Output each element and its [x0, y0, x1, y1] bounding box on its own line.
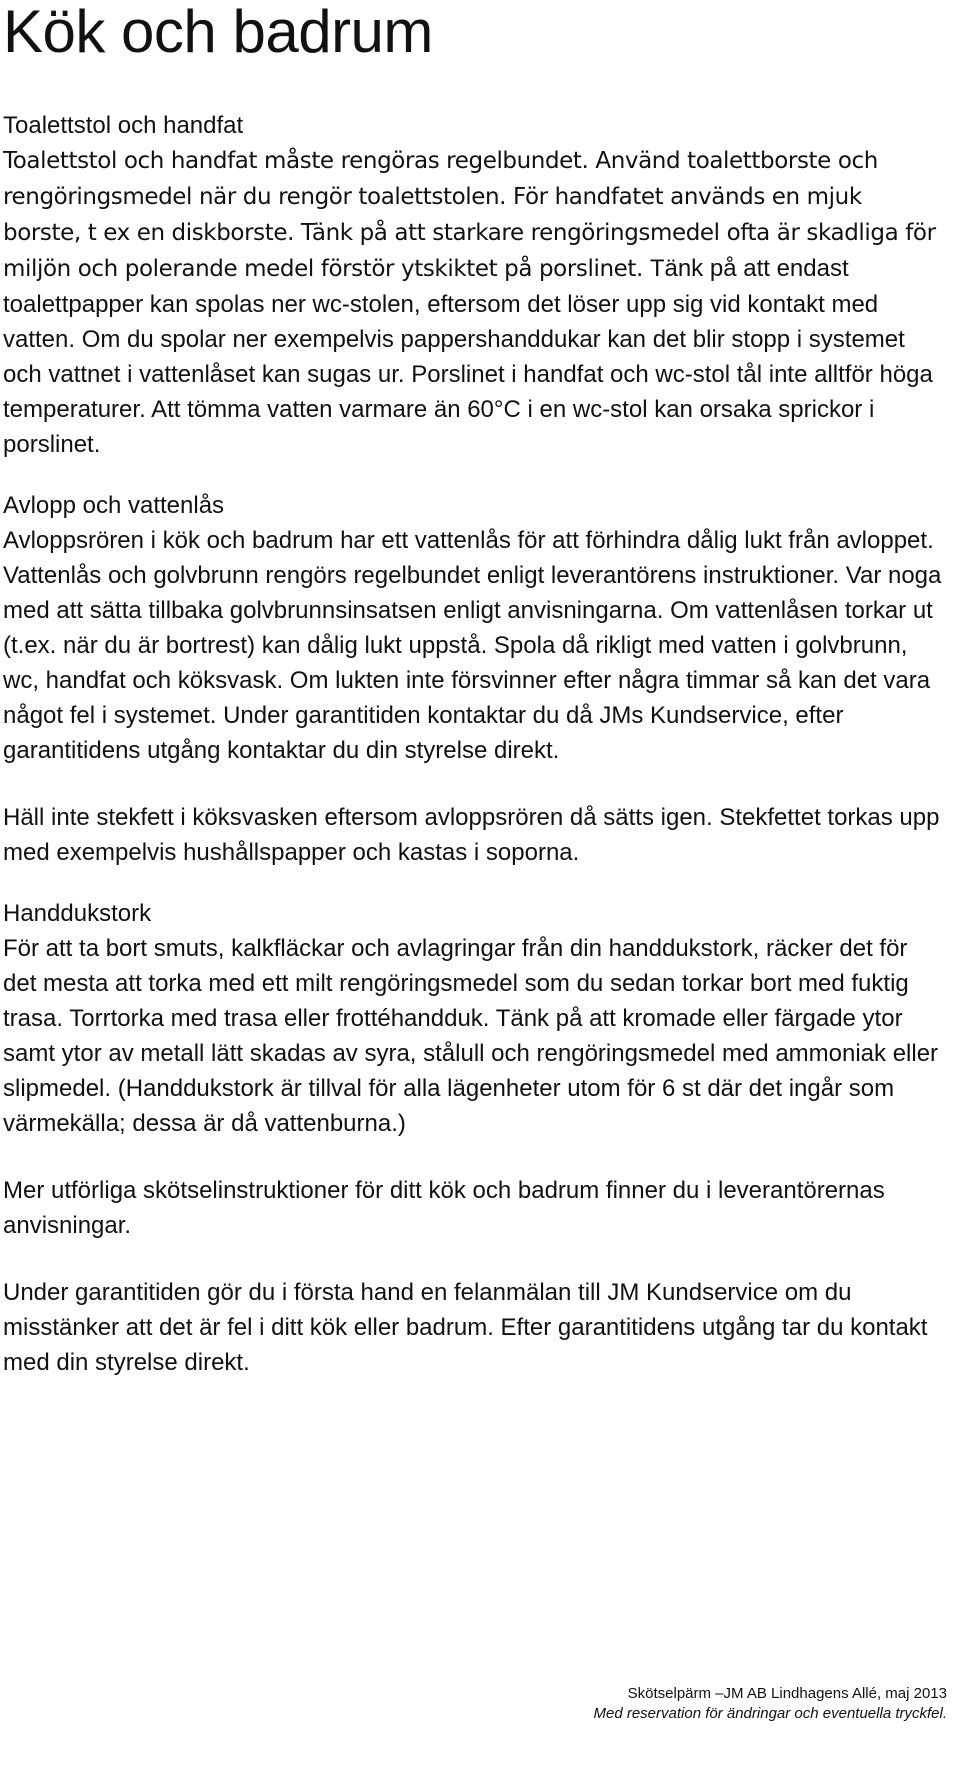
section-garanti — [3, 1275, 943, 1380]
paragraph-text: Tänk på att endast toalettpapper kan spolas ner wc-stolen, eftersom det löser upp sig vid kontakt med vatten. Om du spolar ner exempelvis pappershanddukar kan det blir stopp i systemet och vattnet i vattenlåset kan sugas ur. Porslinet i handfat och wc-stol tål inte alltför höga temperaturer. Att tömma vatten varmare än 60°C i en wc-stol kan orsaka sprickor i porslinet. — [3, 255, 933, 458]
section-paragraph: Mer utförliga skötselinstruktioner för ditt kök och badrum finner du i leverantörernas anvisningar. — [3, 1177, 885, 1239]
section-handdukstork — [3, 897, 943, 1141]
section-skotselinstruktioner — [3, 1173, 943, 1243]
section-paragraph: För att ta bort smuts, kalkfläckar och avlagringar från din handdukstork, räcker det för det mesta att torka med ett milt rengöringsmedel som du sedan torkar bort med fuktig trasa. Torrtorka med trasa eller frottéhandduk. Tänk på att kromade eller färgade ytor samt ytor av metall lätt skadas av syra, stålull och rengöringsmedel med ammoniak eller slipmedel. (Handdukstork är tillval för alla lägenheter utom för 6 st där det ingår som värmekälla; dessa är då vattenburna.) — [3, 935, 939, 1137]
section-heading: Toalettstol och handfat — [3, 112, 244, 139]
footer-source: Skötselpärm –JM AB Lindhagens Allé, maj 2013 — [627, 1685, 947, 1702]
section-heading: Avlopp och vattenlås — [3, 492, 225, 519]
section-avlopp-vattenlas — [3, 489, 943, 768]
footer-disclaimer: Med reservation för ändringar och eventuella tryckfel. — [593, 1705, 947, 1722]
section-paragraph: Avloppsrören i kök och badrum har ett vattenlås för att förhindra dålig lukt från avloppet. Vattenlås och golvbrunn rengörs regelbundet enligt leverantörens instruktioner. Var noga med att sätta tillbaka golvbrunnsinsatsen enligt anvisningarna. Om vattenlåsen torkar ut (t.ex. när du är bortrest) kan dålig lukt uppstå. Spola då rikligt med vatten i golvbrunn, wc, handfat och köksvask. Om lukten inte försvinner efter några timmar så kan det vara något fel i systemet. Under garantitiden kontaktar du då JMs Kundservice, efter garantitidens utgång kontaktar du din styrelse direkt. — [3, 527, 942, 764]
paragraph-lead-text: Toalettstol och handfat måste rengöras regelbundet. Använd toalettborste och rengöringsmedel när du rengör toalettstolen. För handfatet används en mjuk borste, t ex en diskborste. Tänk på att starkare rengöringsmedel ofta är skadliga för miljön och polerande medel förstör ytskiktet på porslinet. — [3, 148, 936, 282]
section-paragraph: Häll inte stekfett i köksvasken eftersom avloppsrören då sätts igen. Stekfettet torkas upp med exempelvis hushållspapper och kastas i soporna. — [3, 804, 940, 866]
section-stekfett — [3, 800, 943, 870]
document-body — [3, 109, 943, 1380]
page-title: Kök och badrum — [3, 0, 433, 65]
section-toalettstol-handfat — [3, 109, 943, 462]
page-footer — [593, 1684, 947, 1724]
section-heading: Handdukstork — [3, 900, 152, 927]
section-paragraph: Under garantitiden gör du i första hand en felanmälan till JM Kundservice om du misstänker att det är fel i ditt kök eller badrum. Efter garantitidens utgång tar du kontakt med din styrelse direkt. — [3, 1279, 928, 1376]
section-paragraph — [3, 143, 943, 462]
